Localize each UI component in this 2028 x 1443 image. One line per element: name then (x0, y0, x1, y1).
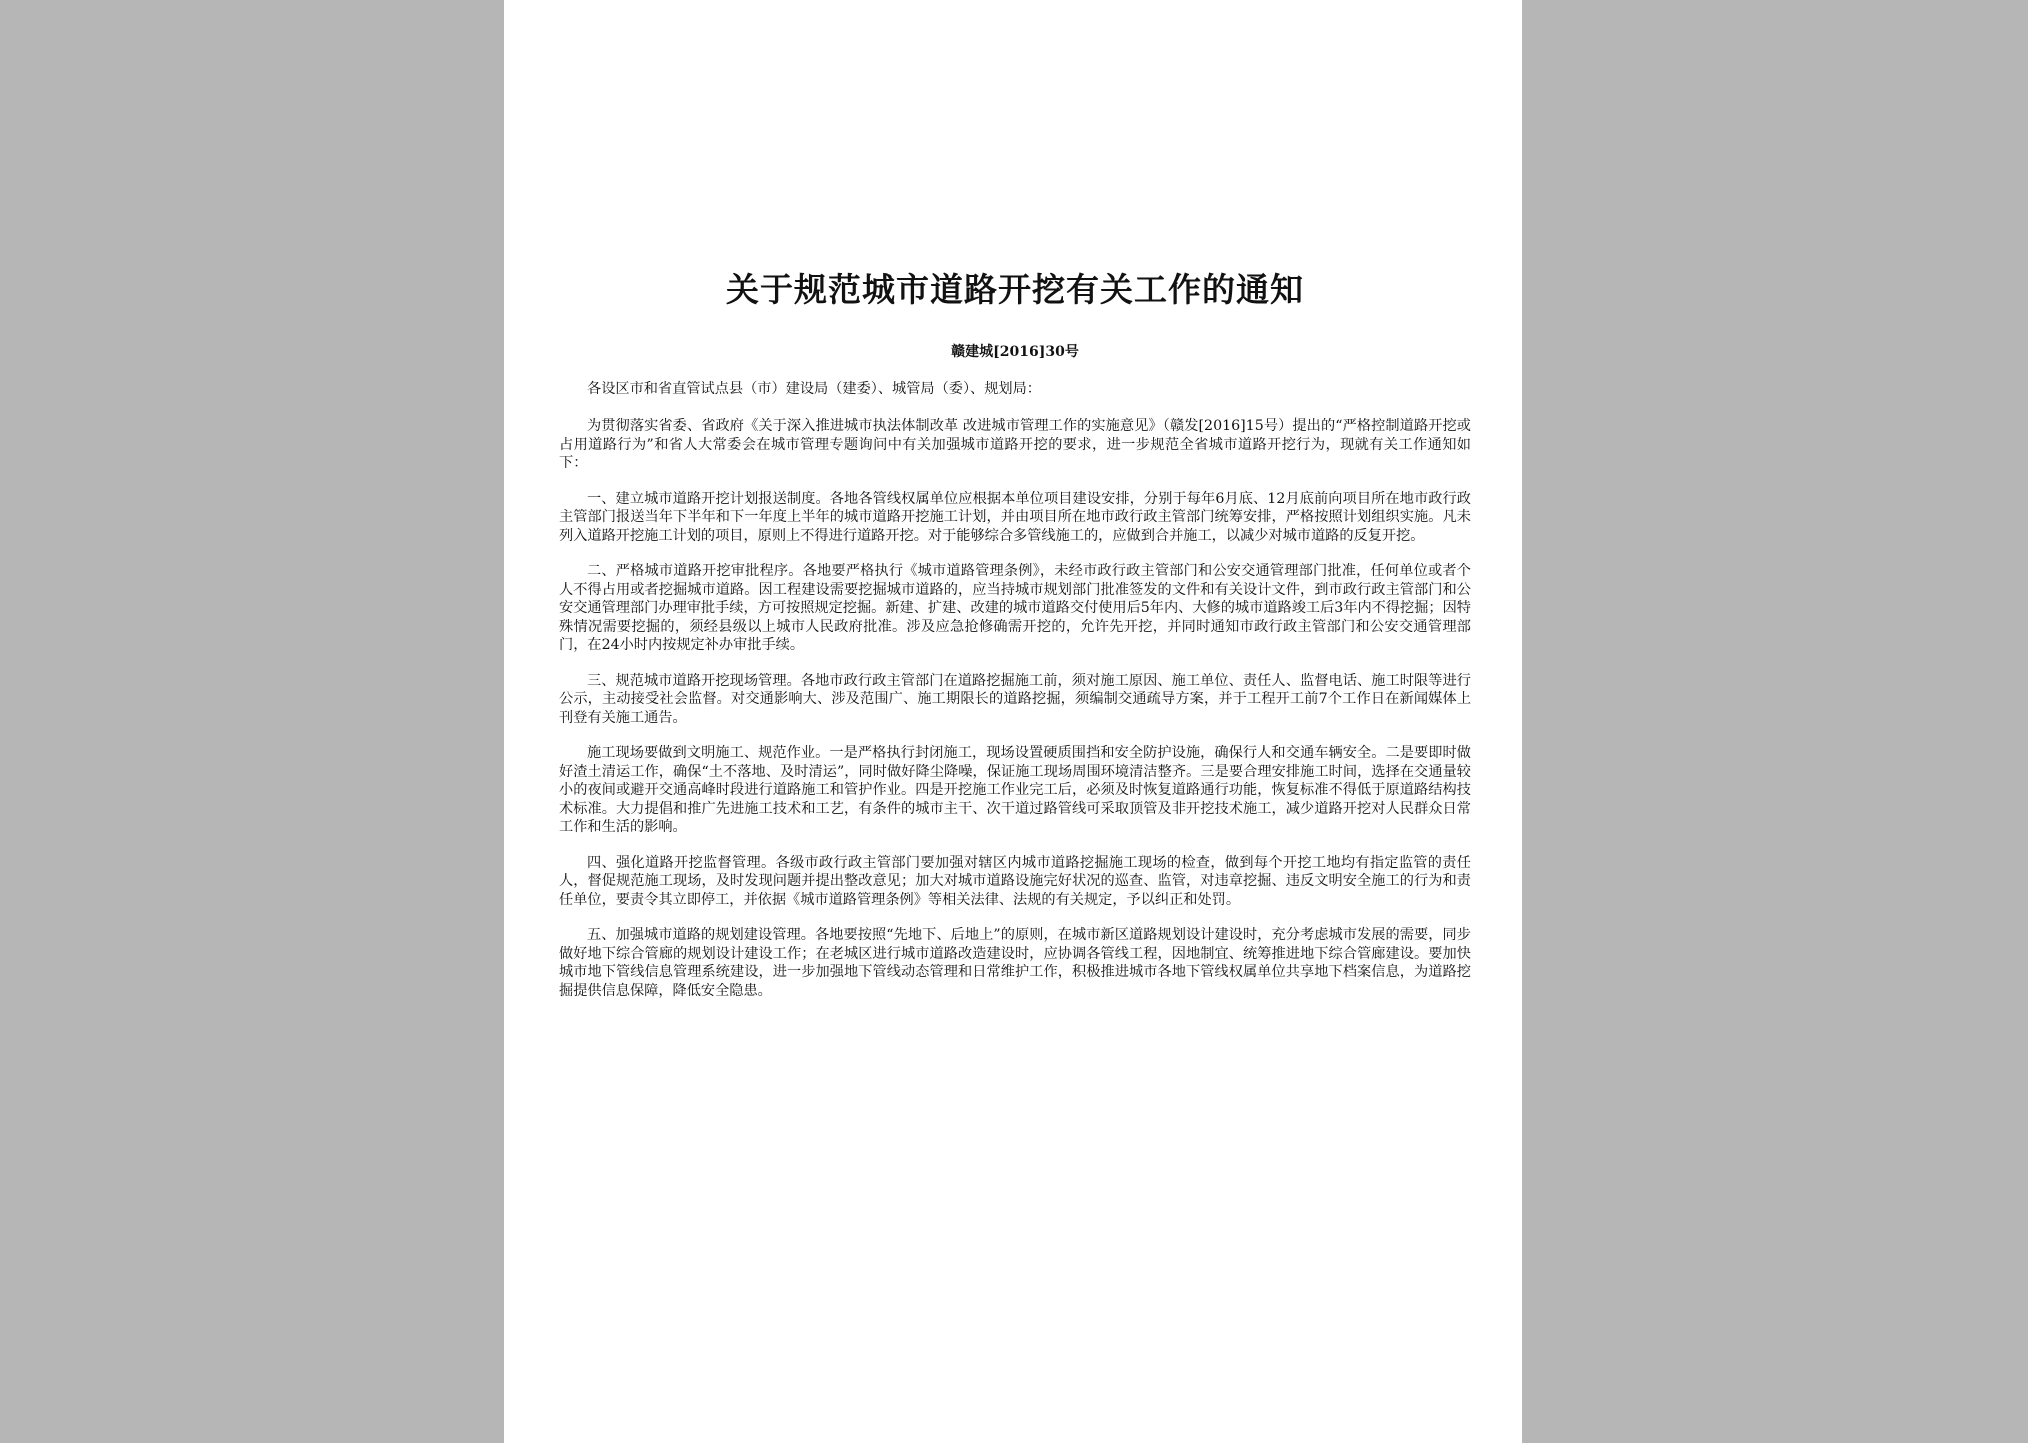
document-content (559, 270, 1471, 1017)
recipients-line: 各设区市和省直管试点县（市）建设局（建委）、城管局（委）、规划局： (587, 381, 1041, 397)
paragraph-section-4: 四、强化道路开挖监督管理。各级市政行政主管部门要加强对辖区内城市道路挖掘施工现场的检查，做到每个开挖工地均有指定监管的责任人，督促规范施工现场，及时发现问题并提出整改意见；加大对城市道路设施完好状况的巡查、监管，对违章挖掘、违反文明安全施工的行为和责任单位，要责令其立即停工，并依据《城市道路管理条例》等相关法律、法规的有关规定，予以纠正和处罚。 (559, 854, 1471, 908)
paragraph-section-3: 三、规范城市道路开挖现场管理。各地市政行政主管部门在道路挖掘施工前，须对施工原因、施工单位、责任人、监督电话、施工时限等进行公示，主动接受社会监督。对交通影响大、涉及范围广、施工期限长的道路挖掘，须编制交通疏导方案，并于工程开工前7个工作日在新闻媒体上刊登有关施工通告。 (559, 672, 1472, 726)
document-page (504, 0, 1522, 1443)
document-title: 关于规范城市道路开挖有关工作的通知 (726, 270, 1304, 309)
paragraph-section-1: 一、建立城市道路开挖计划报送制度。各地各管线权属单位应根据本单位项目建设安排，分别于每年6月底、12月底前向项目所在地市政行政主管部门报送当年下半年和下一年度上半年的城市道路开挖施工计划，并由项目所在地市政行政主管部门统筹安排，严格按照计划组织实施。凡未列入道路开挖施工计划的项目，原则上不得进行道路开挖。对于能够综合多管线施工的，应做到合并施工，以减少对城市道路的反复开挖。 (559, 490, 1471, 544)
paragraph-section-5: 五、加强城市道路的规划建设管理。各地要按照“先地下、后地上”的原则，在城市新区道路规划设计建设时，充分考虑城市发展的需要，同步做好地下综合管廊的规划设计建设工作；在老城区进行城市道路改造建设时，应协调各管线工程，因地制宜、统筹推进地下综合管廊建设。要加快城市地下管线信息管理系统建设，进一步加强地下管线动态管理和日常维护工作，积极推进城市各地下管线权属单位共享地下档案信息，为道路挖掘提供信息保障，降低安全隐患。 (559, 927, 1471, 999)
paragraph-section-2: 二、严格城市道路开挖审批程序。各地要严格执行《城市道路管理条例》，未经市政行政主管部门和公安交通管理部门批准，任何单位或者个人不得占用或者挖掘城市道路。因工程建设需要挖掘城市道路的，应当持城市规划部门批准签发的文件和有关设计文件，到市政行政主管部门和公安交通管理部门办理审批手续，方可按照规定挖掘。新建、扩建、改建的城市道路交付使用后5年内、大修的城市道路竣工后3年内不得挖掘；因特殊情况需要挖掘的，须经县级以上城市人民政府批准。涉及应急抢修确需开挖的，允许先开挖，并同时通知市政行政主管部门和公安交通管理部门，在24小时内按规定补办审批手续。 (559, 563, 1471, 653)
paragraph-intro: 为贯彻落实省委、省政府《关于深入推进城市执法体制改革 改进城市管理工作的实施意见》（赣发[2016]15号）提出的“严格控制道路开挖或占用道路行为”和省人大常委会在城市管理专题询问中有关加强城市道路开挖的要求，进一步规范全省城市道路开挖行为，现就有关工作通知如下： (559, 418, 1471, 471)
paragraph-section-3-continued: 施工现场要做到文明施工、规范作业。一是严格执行封闭施工，现场设置硬质围挡和安全防护设施，确保行人和交通车辆安全。二是要即时做好渣土清运工作，确保“土不落地、及时清运”，同时做好降尘降噪，保证施工现场周围环境清洁整齐。三是要合理安排施工时间，选择在交通量较小的夜间或避开交通高峰时段进行道路施工和管护作业。四是开挖施工作业完工后，必须及时恢复道路通行功能，恢复标准不得低于原道路结构技术标准。大力提倡和推广先进施工技术和工艺，有条件的城市主干、次干道过路管线可采取顶管及非开挖技术施工，减少道路开挖对人民群众日常工作和生活的影响。 (559, 745, 1471, 835)
document-number: 赣建城[2016]30号 (951, 344, 1079, 360)
